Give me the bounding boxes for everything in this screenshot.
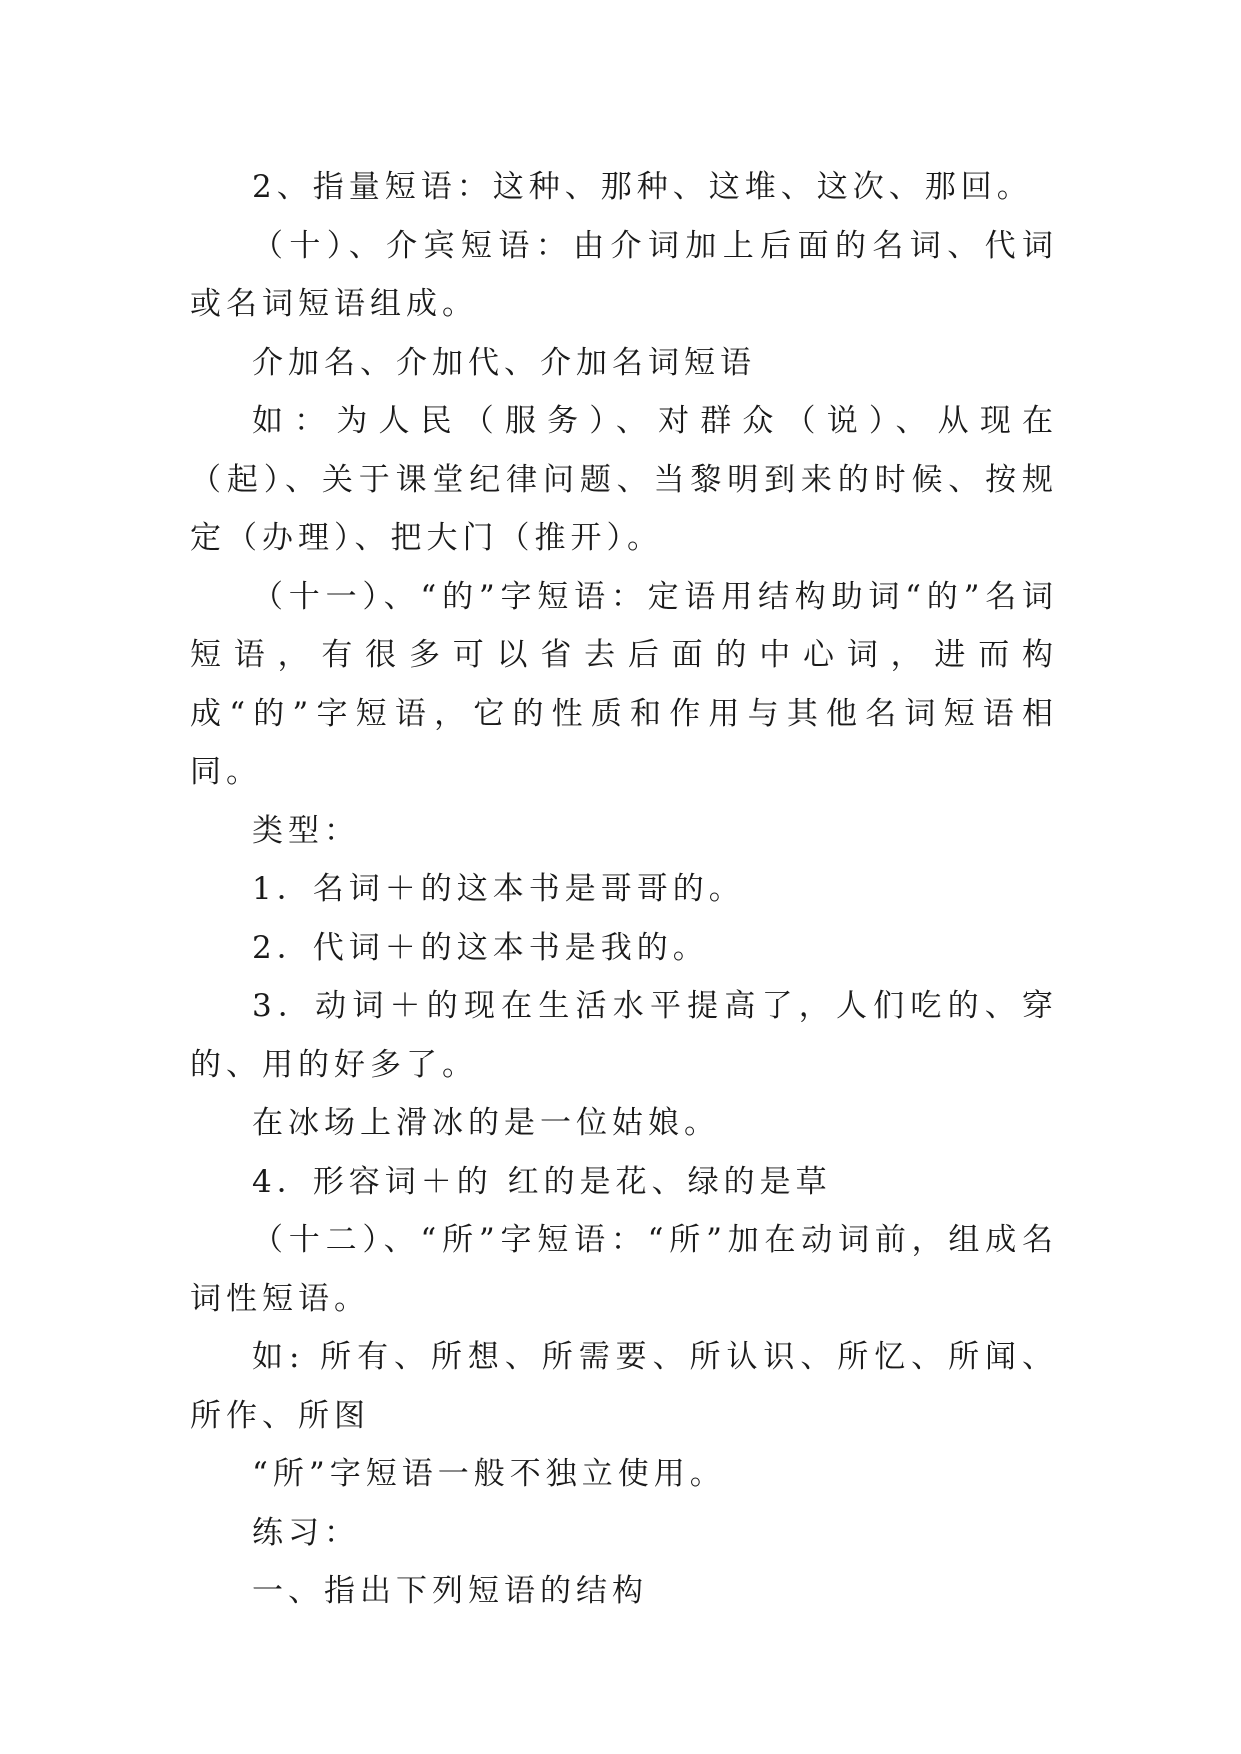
- paragraph: 类型：: [252, 812, 360, 849]
- paragraph: 1．名词＋的这本书是哥哥的。: [252, 871, 745, 907]
- paragraph: 如: 所有、所想、所需要、所认识、所忆、所闻、所作、所图: [190, 1339, 1058, 1434]
- paragraph: 2、指量短语：这种、那种、这堆、这次、那回。: [252, 169, 1033, 205]
- paragraph: 一、指出下列短语的结构: [252, 1573, 648, 1609]
- paragraph: 在冰场上滑冰的是一位姑娘。: [252, 1105, 720, 1141]
- paragraph: （十一）、“的”字短语：定语用结构助词“的”名词短语，有很多可以省去后面的中心词，进而构成“的”字短语，它的性质和作用与其他名词短语相同。: [190, 578, 1058, 790]
- paragraph: 介加名、介加代、介加名词短语: [252, 344, 756, 381]
- paragraph: “所”字短语一般不独立使用。: [252, 1456, 726, 1492]
- paragraph: （十）、介宾短语：由介词加上后面的名词、代词或名词短语组成。: [190, 227, 1058, 322]
- paragraph: 2．代词＋的这本书是我的。: [252, 929, 709, 966]
- paragraph: 练习：: [252, 1514, 360, 1551]
- paragraph: 如：为人民（服务）、对群众（说）、从现在（起）、关于课堂纪律问题、当黎明到来的时候、按规定（办理）、把大门（推开）。: [190, 403, 1058, 556]
- paragraph: 3．动词＋的现在生活水平提高了，人们吃的、穿的、用的好多了。: [190, 988, 1058, 1083]
- paragraph: （十二）、“所”字短语：“所”加在动词前，组成名词性短语。: [190, 1222, 1058, 1317]
- paragraph: 4．形容词＋的 红的是花、绿的是草: [252, 1163, 832, 1200]
- document-page: [190, 158, 1058, 1621]
